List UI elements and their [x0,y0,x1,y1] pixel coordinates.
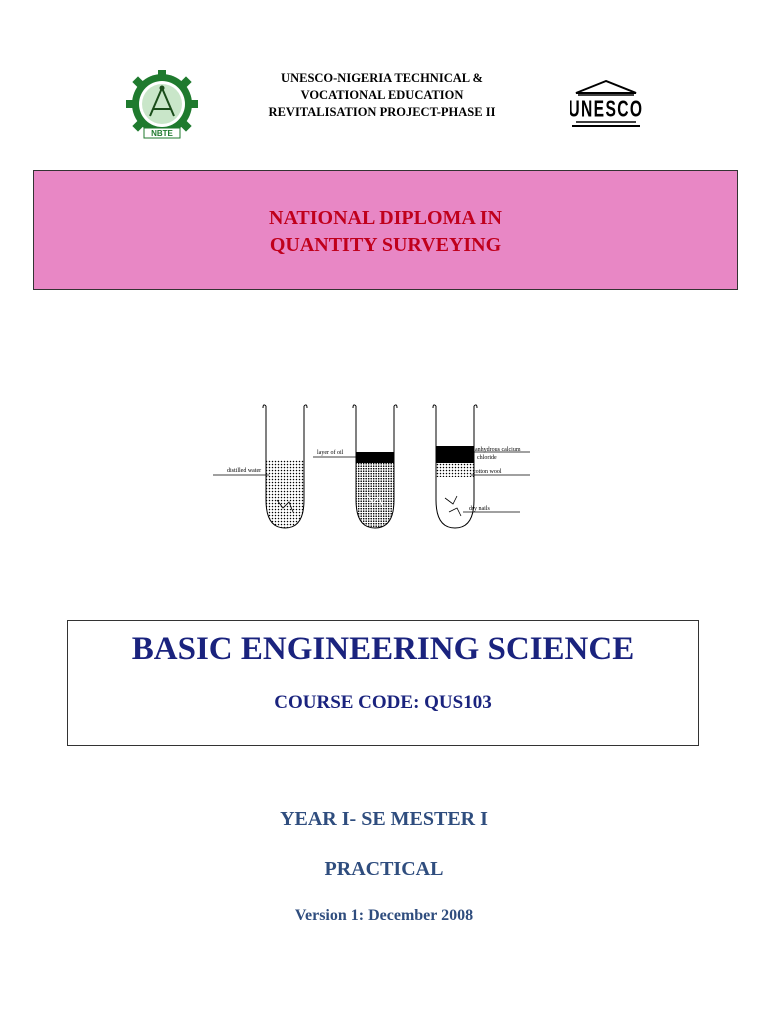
test-tube-figure [205,400,540,535]
label-cotton-wool: cotton wool [473,469,502,475]
test-tube-1 [260,405,310,535]
label-anhydrous-1: anhydrous calcium [475,447,521,453]
nbte-logo-text: NBTE [151,129,173,138]
unesco-logo-text: UNESCO [570,96,642,123]
year-semester: YEAR I- SE MESTER I [280,808,488,830]
header-line-2: VOCATIONAL EDUCATION [300,88,464,102]
label-layer-of-oil: layer of oil [317,450,344,456]
label-anhydrous-2: chloride [477,455,497,461]
label-dry-nails: dry nails [469,506,490,512]
unesco-logo [570,80,642,130]
test-tube-2 [350,405,400,535]
header-line-3: REVITALISATION PROJECT-PHASE II [268,105,496,119]
programme-banner [33,170,738,290]
nbte-logo [122,68,202,143]
label-distilled-water: distilled water [227,468,262,474]
header-line-1: UNESCO-NIGERIA TECHNICAL & [281,71,483,85]
course-title: BASIC ENGINEERING SCIENCE [131,631,635,667]
course-code: COURSE CODE: QUS103 [274,692,492,713]
programme-line-1: NATIONAL DIPLOMA IN [269,207,502,229]
header-title [240,70,524,121]
programme-line-2: QUANTITY SURVEYING [269,234,502,256]
course-box [67,620,699,746]
programme-title [34,205,737,259]
version-label: Version 1: December 2008 [294,907,474,924]
practical-label: PRACTICAL [324,858,444,880]
